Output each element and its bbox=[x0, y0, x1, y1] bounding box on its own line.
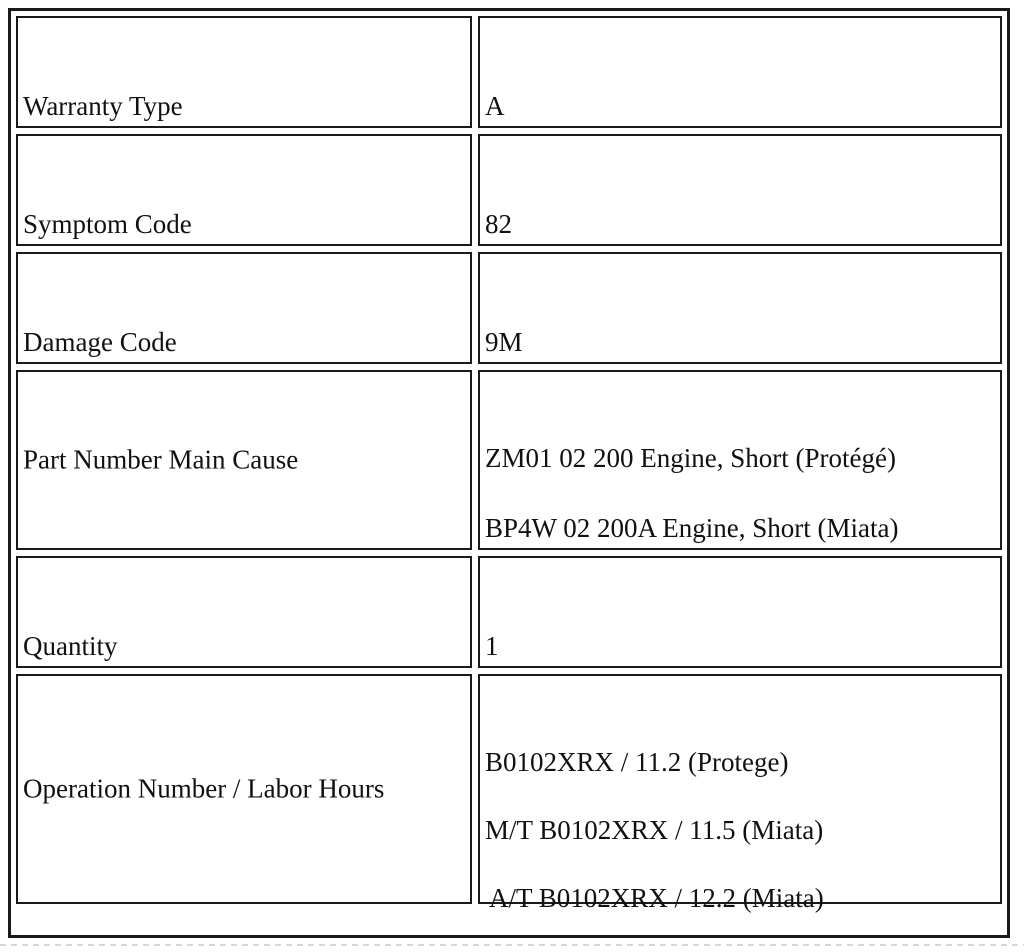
cell-text: Quantity bbox=[23, 631, 118, 661]
cell-text: Warranty Type bbox=[23, 91, 183, 121]
row-label-part-number bbox=[16, 370, 472, 550]
row-label-symptom-code bbox=[16, 134, 472, 246]
row-value-symptom-code bbox=[478, 134, 1002, 246]
cell-lines bbox=[485, 676, 996, 913]
row-value-damage-code bbox=[478, 252, 1002, 364]
cell-lines bbox=[485, 372, 996, 548]
row-value-warranty-type bbox=[478, 16, 1002, 128]
row-label-damage-code bbox=[16, 252, 472, 364]
cell-text: 9M bbox=[485, 327, 523, 357]
cell-line: ZM01 02 200 Engine, Short (Protégé) bbox=[485, 443, 896, 473]
row-label-warranty-type bbox=[16, 16, 472, 128]
cell-text: A bbox=[485, 91, 505, 121]
cell-text: 1 bbox=[485, 631, 499, 661]
warranty-table-grid bbox=[16, 16, 1002, 930]
row-value-operation-number bbox=[478, 674, 1002, 913]
row-value-part-number bbox=[478, 370, 1002, 550]
cell-text: Part Number Main Cause bbox=[23, 444, 299, 475]
cell-text: Damage Code bbox=[23, 327, 177, 357]
cell-line: BP4W 02 200A Engine, Short (Miata) bbox=[485, 513, 899, 543]
cell-text: 82 bbox=[485, 209, 512, 239]
row-label-operation-number bbox=[16, 674, 472, 904]
row-value-quantity bbox=[478, 556, 1002, 668]
warranty-table bbox=[8, 8, 1010, 938]
cell-text: Operation Number / Labor Hours bbox=[23, 773, 385, 804]
row-label-quantity bbox=[16, 556, 472, 668]
cell-line: B0102XRX / 11.2 (Protege) bbox=[485, 747, 789, 777]
scan-artifact-line bbox=[0, 944, 1024, 946]
cell-text: Symptom Code bbox=[23, 209, 192, 239]
cell-line: M/T B0102XRX / 11.5 (Miata) bbox=[485, 815, 824, 845]
cell-line: A/T B0102XRX / 12.2 (Miata) bbox=[489, 883, 824, 913]
